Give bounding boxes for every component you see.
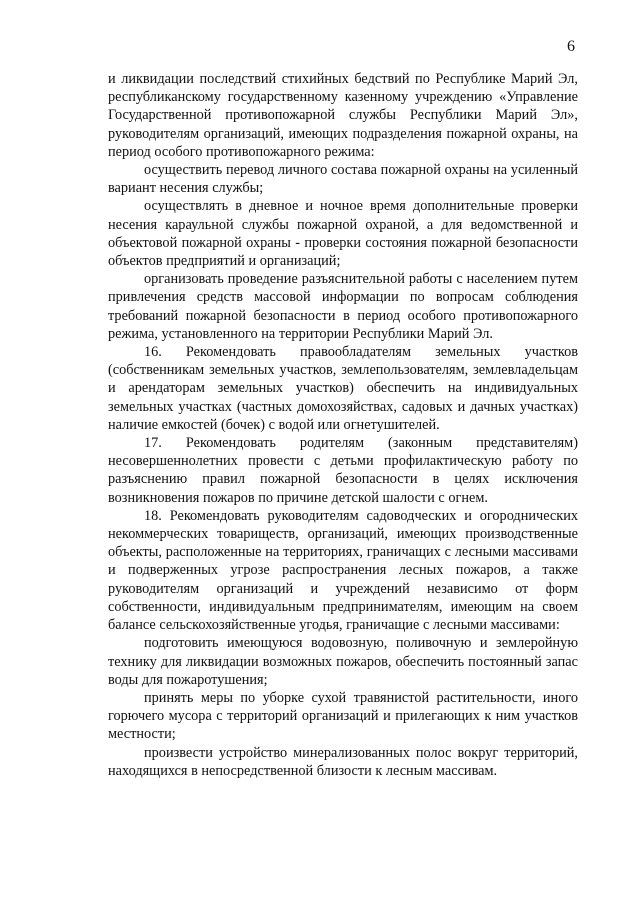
- paragraph-outreach: организовать проведение разъяснительной работы с населением путем привлечения средств массовой информации по вопросам соблюдения требований пожарной безопасности в период особого противопожарного режима, установленного на территории Республики Марий Эл.: [108, 271, 578, 342]
- page-number: 6: [567, 38, 575, 55]
- paragraph-firebreaks: произвести устройство минерализованных полос вокруг территорий, находящихся в непосредственной близости к лесным массивам.: [108, 744, 578, 779]
- paragraph-shift-transfer: осуществить перевод личного состава пожарной охраны на усиленный вариант несения службы;: [108, 162, 578, 197]
- document-body: [108, 70, 578, 780]
- paragraph-item-16: 16. Рекомендовать правообладателям земельных участков (собственникам земельных участков, землепользователям, землевладельцам и арендаторам земельных участков) обеспечить на индивидуальных земельных участках (частных домохозяйствах, садовых и дачных участках) наличие емкостей (бочек) с водой или огнетушителей.: [108, 344, 578, 433]
- paragraph-item-17: 17. Рекомендовать родителям (законным представителям) несовершеннолетних провести с детьми профилактическую работу по разъяснению правил пожарной безопасности в целях исключения возникновения пожаров по причине детской шалости с огнем.: [108, 435, 578, 506]
- paragraph-additional-checks: осуществлять в дневное и ночное время дополнительные проверки несения караульной службы пожарной охраной, а для ведомственной и объектовой пожарной охраны - проверки состояния пожарной безопасности объектов предприятий и организаций;: [108, 198, 578, 270]
- paragraph-clear-vegetation: принять меры по уборке сухой травянистой растительности, иного горючего мусора с территорий организаций и прилегающих к ним участков местности;: [108, 689, 578, 743]
- paragraph-item-18: 18. Рекомендовать руководителям садоводческих и огороднических некоммерческих товариществ, организаций, имеющих производственные объекты, расположенные на территориях, граничащих с лесными массивами и подверженных угрозе распространения лесных пожаров, а также руководителям организаций и учреждений независимо от форм собственности, индивидуальным предпринимателям, имеющим на своем балансе сельскохозяйственные угодья, граничащие с лесными массивами:: [108, 507, 578, 634]
- paragraph-prepare-equipment: подготовить имеющуюся водовозную, поливочную и землеройную технику для ликвидации возможных пожаров, обеспечить постоянный запас воды для пожаротушения;: [108, 635, 578, 688]
- paragraph-continuation: и ликвидации последствий стихийных бедствий по Республике Марий Эл, республиканскому государственному казенному учреждению «Управление Государственной противопожарной службы Республики Марий Эл», руководителям организаций, имеющих подразделения пожарной охраны, на период особого противопожарного режима:: [108, 71, 578, 160]
